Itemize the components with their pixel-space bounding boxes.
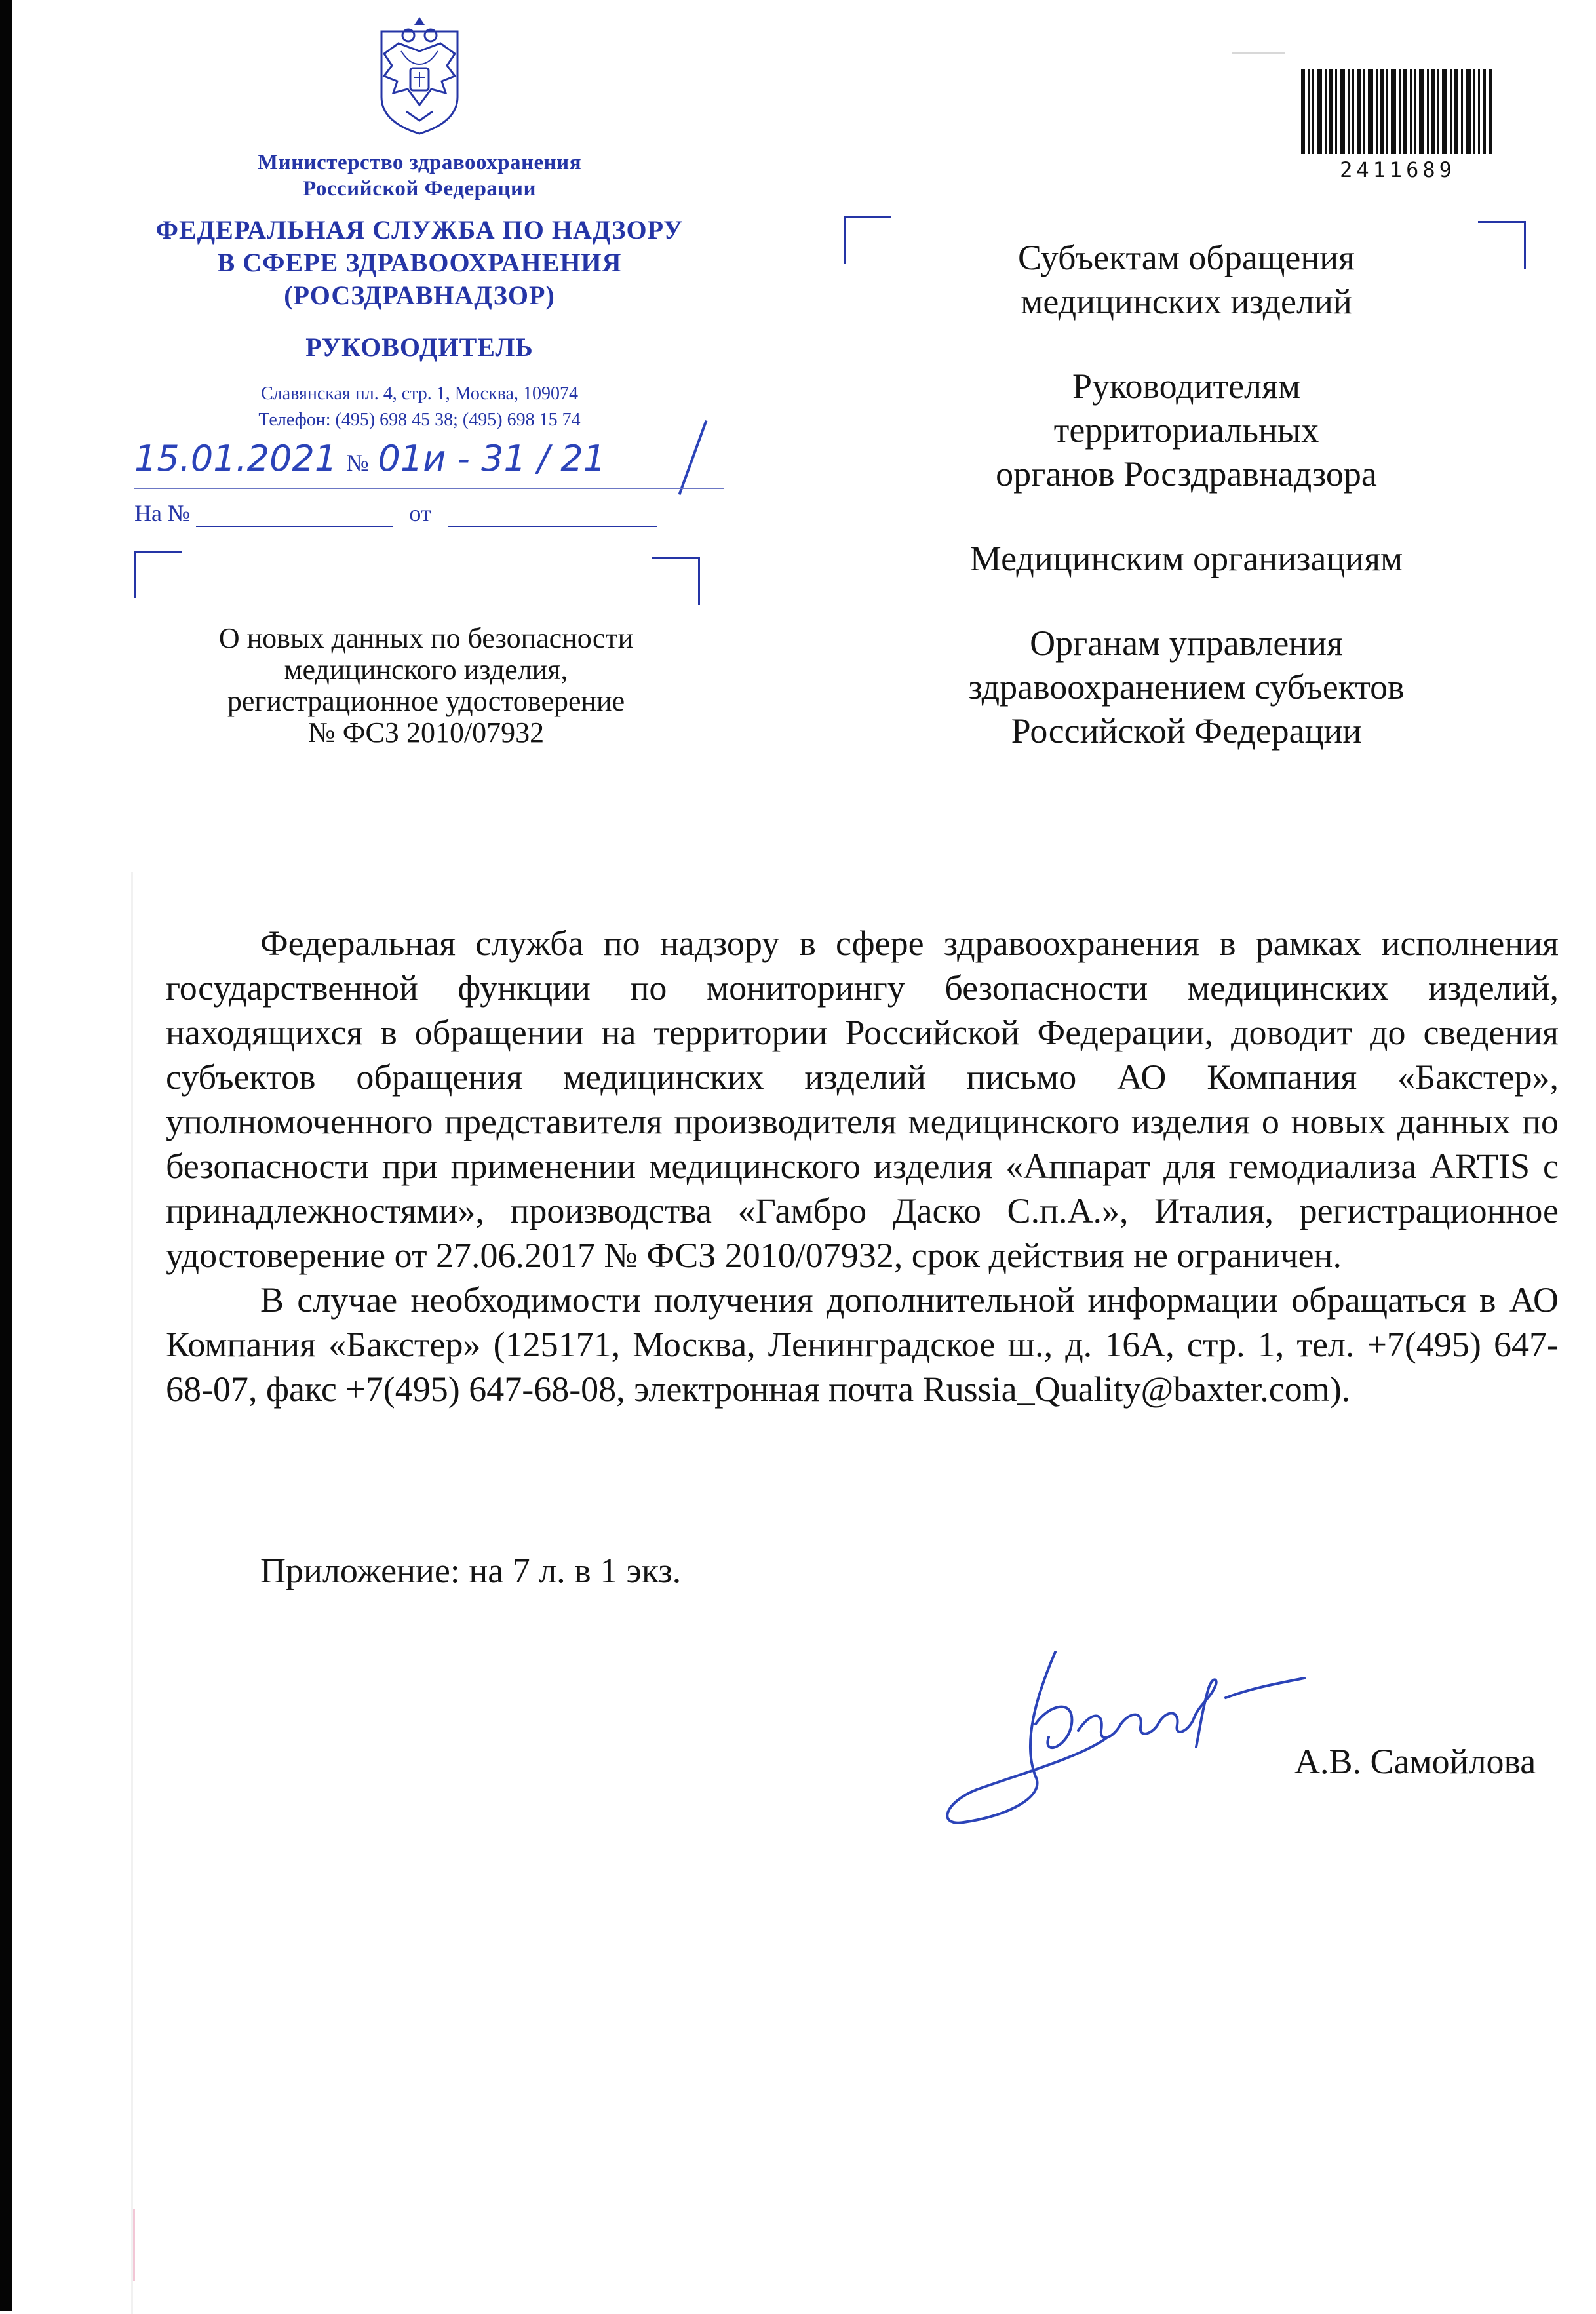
recipients [891, 236, 1481, 794]
outgoing-number: 01и - 31 / 21 [378, 438, 606, 479]
reference-line [134, 500, 711, 539]
date-underline [134, 488, 724, 489]
signer-name: А.В. Самойлова [1294, 1742, 1536, 1781]
corner-mark [1478, 221, 1526, 269]
russian-coat-of-arms-emblem [367, 13, 472, 138]
recipient-block: Медицинским организациям [969, 539, 1403, 578]
barcode [1301, 69, 1494, 154]
body-paragraph: Федеральная служба по надзору в сфере здравоохранения в рамках исполнения государственной функции по мониторингу безопасности медицинских изделий, находящихся в обращении на территории Российской Федерации, доводит до сведения субъектов обращения медицинских изделий письмо АО Компания «Бакстер», уполномоченного представителя производителя медицинского изделия о новых данных по безопасности при применении медицинского изделия «Аппарат для гемодиализа ARTIS с принадлежностями», производства «Гамбро Даско С.п.А.», Италия, регистрационное удостоверение от 27.06.2017 № ФСЗ 2010/07932, срок действия не ограничен. [166, 924, 1559, 1275]
scan-artifact-pink [133, 2209, 135, 2281]
outgoing-date: 15.01.2021 [134, 438, 338, 479]
scan-artifact-line [1232, 52, 1285, 54]
recipient-block: Органам управления здравоохранением субъектов Российской Федерации [968, 623, 1405, 751]
address: Славянская пл. 4, стр. 1, Москва, 109074 Телефон: (495) 698 45 38; (495) 698 15 74 [258, 383, 581, 430]
outgoing-registration [134, 438, 764, 490]
ministry-name: Министерство здравоохранения Российской Федерации [257, 151, 582, 201]
scan-artifact [131, 872, 133, 2314]
number-sign: № [346, 450, 369, 476]
service-name: ФЕДЕРАЛЬНАЯ СЛУЖБА ПО НАДЗОРУ В СФЕРЕ ЗДРАВООХРАНЕНИЯ (РОСЗДРАВНАДЗОР) [155, 215, 684, 310]
letter-subject: О новых данных по безопасности медицинского изделия, регистрационное удостоверение № ФСЗ 2010/07932 [218, 622, 634, 749]
corner-mark [134, 551, 182, 598]
head-title: РУКОВОДИТЕЛЬ [305, 332, 534, 362]
attachment-note: Приложение: на 7 л. в 1 экз. [260, 1551, 682, 1590]
reference-number-blank [196, 503, 393, 527]
letter-body [166, 921, 1559, 1411]
recipient-block: Руководителям территориальных органов Росздравнадзора [996, 366, 1377, 494]
reference-label: На № [134, 500, 191, 526]
recipient-block: Субъектам обращения медицинских изделий [1017, 238, 1355, 321]
body-paragraph: В случае необходимости получения дополнительной информации обращаться в АО Компания «Бакстер» (125171, Москва, Ленинградское ш., д. 16А, стр. 1, тел. +7(495) 647-68-07, факс +7(495) 647-68-08, электронная почта Russia_Quality@baxter.com). [166, 1280, 1559, 1409]
reference-from-label: от [409, 500, 431, 526]
corner-mark [652, 557, 700, 605]
barcode-number: 2411689 [1340, 157, 1456, 182]
reference-date-blank [448, 503, 657, 527]
letterhead [131, 13, 708, 433]
corner-mark [844, 216, 891, 264]
scan-edge [0, 0, 12, 2311]
handwritten-signature [937, 1626, 1363, 1842]
